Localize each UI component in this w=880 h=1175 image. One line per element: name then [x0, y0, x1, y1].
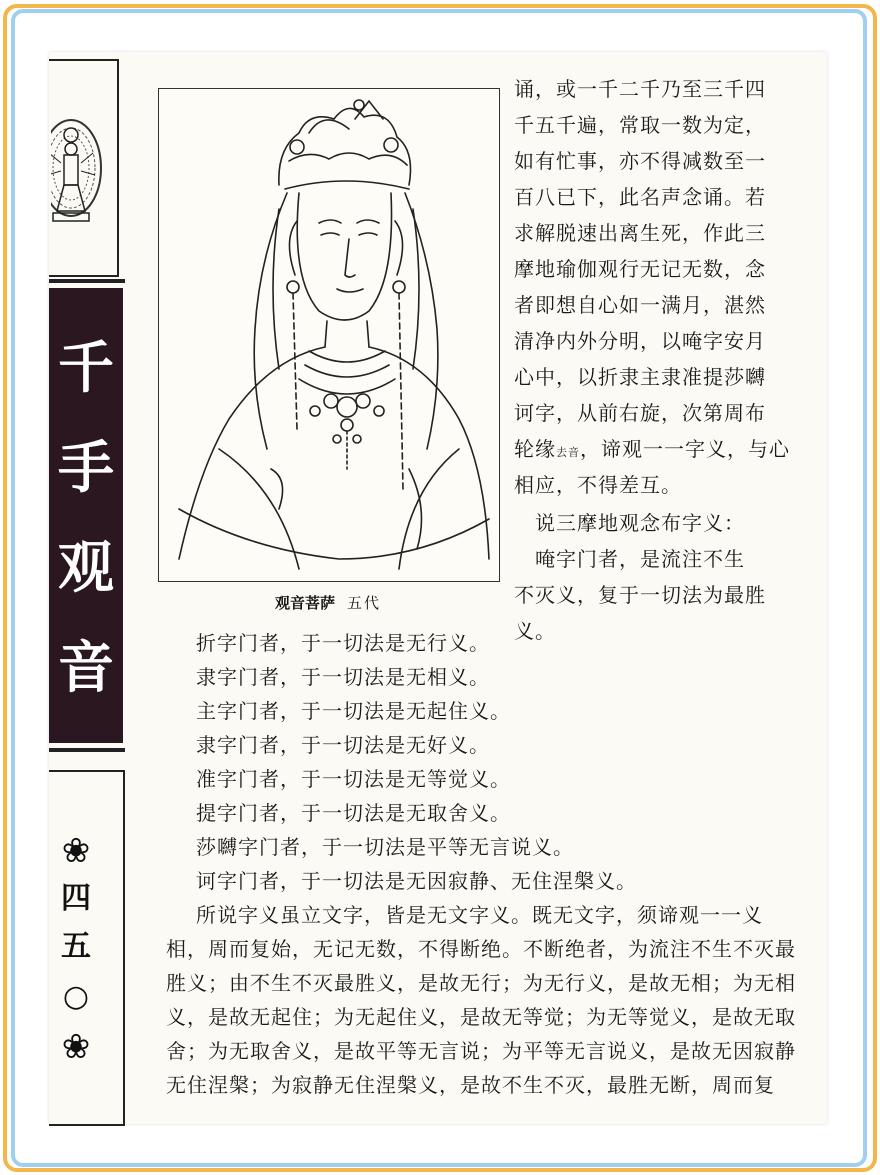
figure-caption — [158, 592, 498, 613]
sidebar-emblem-panel — [49, 59, 119, 277]
text-line: 隶字门者，于一切法是无好义。 — [196, 733, 490, 757]
text-line: 无住涅槃；为寂静无住涅槃义，是故不生不灭，最胜无断，周而复 — [166, 1073, 775, 1097]
text-line: 百八已下，此名声念诵。若 — [514, 185, 766, 209]
title-char-2: 手 — [58, 435, 114, 501]
title-char-1: 千 — [58, 335, 114, 401]
text-segment: 轮缘 — [514, 437, 556, 461]
caption-period: 五代 — [347, 594, 382, 612]
caption-title: 观音菩萨 — [274, 594, 335, 612]
text-line: 隶字门者，于一切法是无相义。 — [196, 665, 490, 689]
text-line: 义。 — [514, 619, 556, 643]
text-line: 相应，不得差互。 — [514, 473, 682, 497]
sidebar-rule-bottom — [49, 748, 125, 752]
text-line: 胜义；由不生不灭最胜义，是故无行；为无行义，是故无相；为无相 — [166, 971, 796, 995]
text-line: 莎嚩字门者，于一切法是平等无言说义。 — [196, 835, 574, 859]
title-char-3: 观 — [58, 535, 114, 601]
text-line: 提字门者，于一切法是无取舍义。 — [196, 801, 511, 825]
thousand-armed-guanyin-emblem — [51, 113, 111, 233]
text-line: 清净内外分明，以唵字安月 — [514, 329, 766, 353]
text-line: 诵，或一千二千乃至三千四 — [514, 77, 766, 101]
text-line: 心中，以折隶主隶准提莎嚩 — [514, 365, 766, 389]
text-line: 舍；为无取舍义，是故平等无言说；为平等无言说义，是故无因寂静 — [166, 1039, 796, 1063]
guanyin-illustration — [158, 88, 500, 582]
text-line: 说三摩地观念布字义： — [514, 511, 745, 535]
text-line: 求解脱速出离生死，作此三 — [514, 221, 766, 245]
text-line — [514, 434, 794, 468]
text-line: 所说字义虽立文字，皆是无文字义。既无文字，须谛观一一义 — [196, 903, 763, 927]
text-line: 折字门者，于一切法是无行义。 — [196, 631, 490, 655]
flower-ornament-icon: ❀ — [61, 831, 91, 871]
text-line: 诃字门者，于一切法是无因寂静、无住涅槃义。 — [196, 869, 637, 893]
text-line: 准字门者，于一切法是无等觉义。 — [196, 767, 511, 791]
title-char-4: 音 — [58, 635, 114, 701]
book-page — [49, 52, 827, 1124]
text-line: 相，周而复始，无记无数，不得断绝。不断绝者，为流注不生不灭最 — [166, 937, 796, 961]
sidebar-title-panel — [49, 288, 123, 743]
phonetic-note: 去音 — [556, 446, 580, 459]
text-line: 唵字门者，是流注不生 — [514, 547, 745, 571]
text-line: 义，是故无起住；为无起住义，是故无等觉；为无等觉义，是故无取 — [166, 1005, 796, 1029]
page-number-char-2: 五 — [61, 929, 91, 964]
text-line: 者即想自心如一满月，湛然 — [514, 293, 766, 317]
text-line: 不灭义，复于一切法为最胜 — [514, 583, 766, 607]
sidebar-rule-top — [49, 279, 125, 283]
text-line: 摩地瑜伽观行无记无数，念 — [514, 257, 766, 281]
bodhisattva-line-drawing — [159, 89, 499, 581]
text-line: 主字门者，于一切法是无起住义。 — [196, 699, 511, 723]
page-number-char-3: ○ — [62, 979, 90, 1014]
sidebar-page-number-panel — [49, 770, 125, 1126]
text-line: 诃字，从前右旋，次第周布 — [514, 401, 766, 425]
flower-ornament-icon: ❀ — [61, 1027, 91, 1067]
text-segment: ，谛观一一字义，与心 — [580, 437, 790, 461]
page-number-char-1: 四 — [61, 881, 91, 916]
text-line: 如有忙事，亦不得减数至一 — [514, 149, 766, 173]
text-line: 千五千遍，常取一数为定， — [514, 113, 766, 137]
